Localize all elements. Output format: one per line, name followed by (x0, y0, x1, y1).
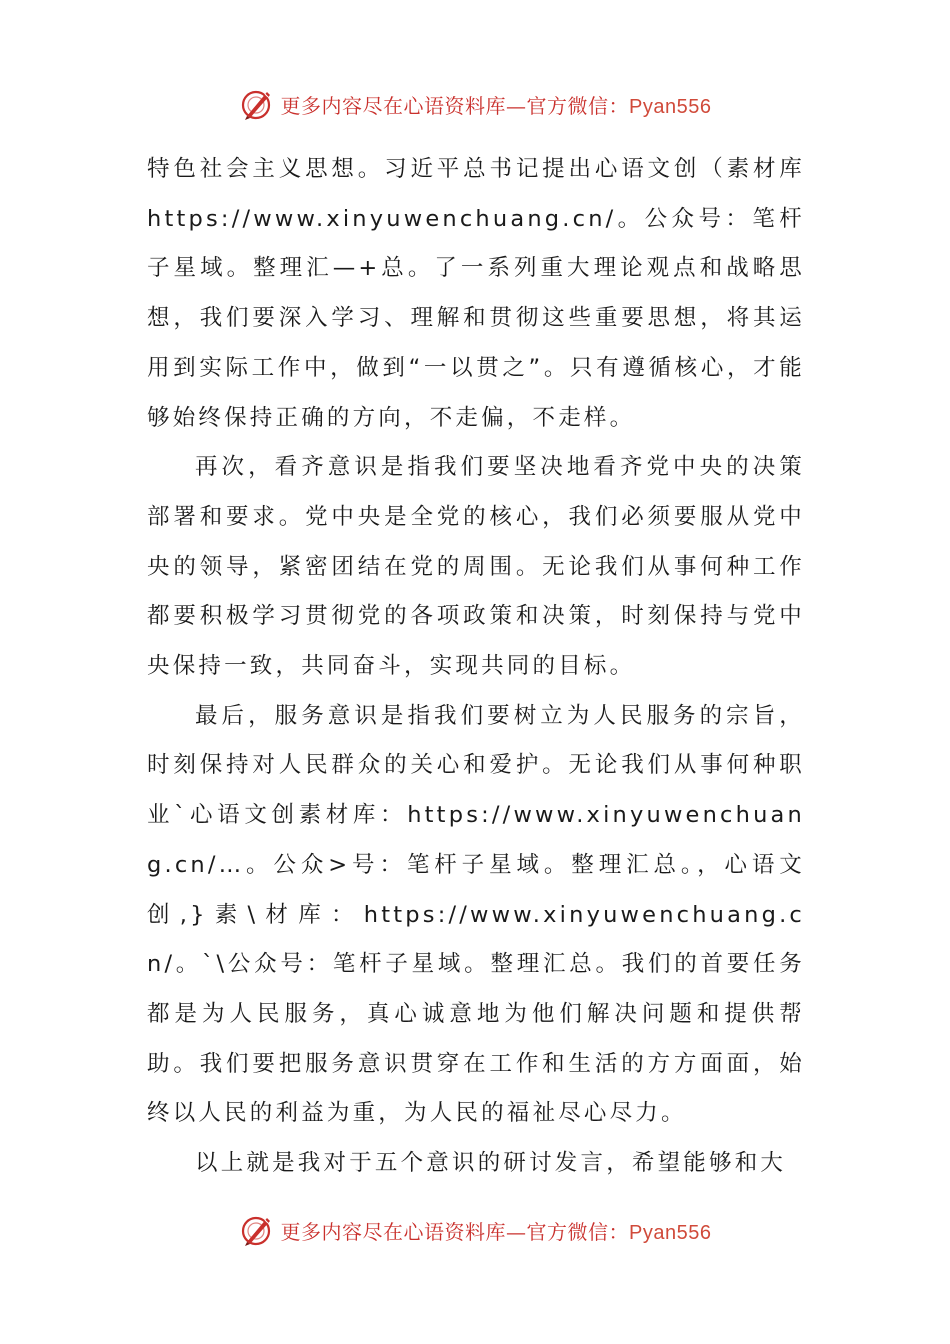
header-banner-inner (239, 86, 712, 122)
footer-banner-inner (239, 1212, 712, 1248)
footer-wechat-id: Pyan556 (629, 1221, 712, 1244)
paragraph-2: 再次，看齐意识是指我们要坚决地看齐党中央的决策部署和要求。党中央是全党的核心，我们必须要服从党中央的领导，紧密团结在党的周围。无论我们从事何种工作都要积极学习贯彻党的各项政策和决策，时刻保持与党中央保持一致，共同奋斗，实现共同的目标。 (147, 454, 805, 680)
paragraph-3: 最后，服务意识是指我们要树立为人民服务的宗旨，时刻保持对人民群众的关心和爱护。无论我们从事何种职业`心语文创素材库：https://www.xinyuwenchuang.cn/…。公众>号：笔杆子星域。整理汇总。，心语文创,}素\材库：https://www.xinyuwenchuang.cn/。`\公众号：笔杆子星域。整理汇总。我们的首要任务都是为人民服务，真心诚意地为他们解决问题和提供帮助。我们要把服务意识贯穿在工作和生活的方方面面，始终以人民的利益为重，为人民的福祉尽心尽力。 (147, 702, 805, 1127)
paragraph-1: 特色社会主义思想。习近平总书记提出心语文创（素材库https://www.xinyuwenchuang.cn/。公众号：笔杆子星域。整理汇—+总。了一系列重大理论观点和战略思想，我们要深入学习、理解和贯彻这些重要思想，将其运用到实际工作中，做到“一以贯之”。只有遵循核心，才能够始终保持正确的方向，不走偏，不走样。 (147, 156, 805, 431)
paragraph-4: 以上就是我对于五个意识的研讨发言，希望能够和大 (195, 1150, 787, 1177)
footer-banner-label: 更多内容尽在心语资料库—官方微信： (280, 1219, 630, 1244)
header-wechat-id: Pyan556 (629, 95, 712, 118)
header-banner-text (281, 90, 712, 119)
pen-circle-logo-icon (239, 1212, 275, 1248)
footer-banner (0, 1210, 950, 1250)
header-banner (0, 84, 950, 124)
header-banner-label: 更多内容尽在心语资料库—官方微信： (280, 93, 630, 118)
document-body (147, 145, 805, 1189)
pen-circle-logo-icon (239, 86, 275, 122)
footer-banner-text (281, 1216, 712, 1245)
